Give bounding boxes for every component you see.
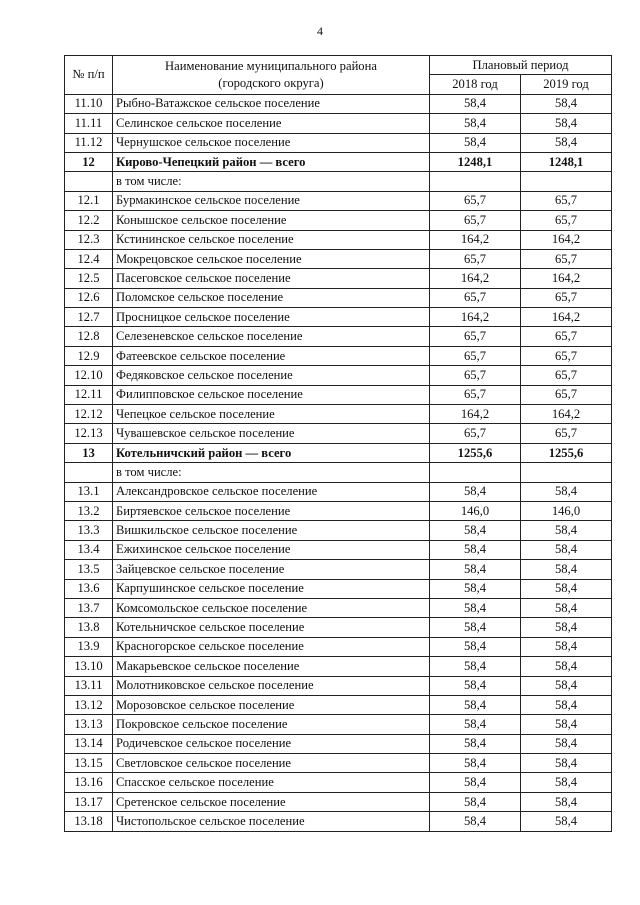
- row-name: Спасское сельское поселение: [113, 773, 430, 792]
- row-number: 13.11: [65, 676, 113, 695]
- row-value-2018: 1255,6: [430, 443, 521, 462]
- row-name: Сретенское сельское поселение: [113, 792, 430, 811]
- table-row: [65, 579, 612, 598]
- row-name: Чистопольское сельское поселение: [113, 812, 430, 831]
- row-value-2018: 58,4: [430, 657, 521, 676]
- row-value-2019: 58,4: [521, 521, 612, 540]
- row-number: 12.6: [65, 288, 113, 307]
- row-number: 12: [65, 152, 113, 171]
- row-number: 13.17: [65, 792, 113, 811]
- row-number: [65, 172, 113, 191]
- table-row: [65, 482, 612, 501]
- row-number: 13: [65, 443, 113, 462]
- row-value-2019: 65,7: [521, 288, 612, 307]
- row-value-2019: 65,7: [521, 346, 612, 365]
- row-name: Александровское сельское поселение: [113, 482, 430, 501]
- row-number: 11.11: [65, 114, 113, 133]
- row-name: Макарьевское сельское поселение: [113, 657, 430, 676]
- row-value-2019: 164,2: [521, 269, 612, 288]
- row-name: Родичевское сельское поселение: [113, 734, 430, 753]
- table-row: [65, 366, 612, 385]
- table-body: [65, 94, 612, 831]
- allocation-table: [64, 55, 612, 832]
- row-value-2019: 58,4: [521, 618, 612, 637]
- header-number: № п/п: [65, 56, 113, 95]
- row-number: 12.5: [65, 269, 113, 288]
- table-row: [65, 695, 612, 714]
- row-number: 11.10: [65, 94, 113, 113]
- row-value-2018: 58,4: [430, 579, 521, 598]
- row-number: 11.12: [65, 133, 113, 152]
- row-number: 13.16: [65, 773, 113, 792]
- row-name: Просницкое сельское поселение: [113, 308, 430, 327]
- row-value-2019: 164,2: [521, 308, 612, 327]
- row-number: 13.5: [65, 560, 113, 579]
- row-number: 13.18: [65, 812, 113, 831]
- row-number: 13.9: [65, 637, 113, 656]
- row-name: Пасеговское сельское поселение: [113, 269, 430, 288]
- table-row: [65, 424, 612, 443]
- row-number: 12.2: [65, 211, 113, 230]
- row-value-2018: 146,0: [430, 501, 521, 520]
- table-row: [65, 288, 612, 307]
- row-number: 13.14: [65, 734, 113, 753]
- row-name: Бурмакинское сельское поселение: [113, 191, 430, 210]
- row-value-2019: 58,4: [521, 540, 612, 559]
- row-value-2018: 65,7: [430, 366, 521, 385]
- row-name: Молотниковское сельское поселение: [113, 676, 430, 695]
- row-value-2018: 164,2: [430, 230, 521, 249]
- row-value-2018: 58,4: [430, 715, 521, 734]
- row-value-2018: 65,7: [430, 327, 521, 346]
- row-number: 12.8: [65, 327, 113, 346]
- row-name: Вишкильское сельское поселение: [113, 521, 430, 540]
- row-name: Светловское сельское поселение: [113, 754, 430, 773]
- table-row: [65, 114, 612, 133]
- page-number: 4: [317, 24, 323, 38]
- table-row: [65, 540, 612, 559]
- row-name: Федяковское сельское поселение: [113, 366, 430, 385]
- table-row-total: [65, 152, 612, 171]
- row-value-2018: 65,7: [430, 346, 521, 365]
- header-name-line1: Наименование муниципального района: [165, 58, 377, 73]
- row-value-2019: 58,4: [521, 637, 612, 656]
- row-name: Фатеевское сельское поселение: [113, 346, 430, 365]
- row-value-2019: 65,7: [521, 385, 612, 404]
- row-name: Чернушское сельское поселение: [113, 133, 430, 152]
- row-name: Филипповское сельское поселение: [113, 385, 430, 404]
- row-value-2018: 65,7: [430, 424, 521, 443]
- row-value-2018: [430, 463, 521, 482]
- row-value-2019: 58,4: [521, 754, 612, 773]
- row-number: 13.8: [65, 618, 113, 637]
- row-number: 13.4: [65, 540, 113, 559]
- row-name: Ежихинское сельское поселение: [113, 540, 430, 559]
- row-value-2018: 58,4: [430, 560, 521, 579]
- row-value-2019: 65,7: [521, 366, 612, 385]
- row-number: 13.6: [65, 579, 113, 598]
- row-name: Кирово-Чепецкий район — всего: [113, 152, 430, 171]
- row-value-2019: 58,4: [521, 94, 612, 113]
- row-value-2019: 65,7: [521, 249, 612, 268]
- row-number: 12.11: [65, 385, 113, 404]
- row-value-2019: 58,4: [521, 715, 612, 734]
- row-number: 13.2: [65, 501, 113, 520]
- row-value-2019: 58,4: [521, 695, 612, 714]
- row-value-2019: 58,4: [521, 676, 612, 695]
- table-row: [65, 560, 612, 579]
- row-name: Красногорское сельское поселение: [113, 637, 430, 656]
- table-row: [65, 773, 612, 792]
- row-value-2018: 58,4: [430, 773, 521, 792]
- row-number: 12.13: [65, 424, 113, 443]
- table-row-total: [65, 443, 612, 462]
- row-value-2018: 58,4: [430, 618, 521, 637]
- row-number: 12.7: [65, 308, 113, 327]
- row-value-2018: 58,4: [430, 540, 521, 559]
- table-row: [65, 230, 612, 249]
- row-number: 13.7: [65, 598, 113, 617]
- table-row: [65, 191, 612, 210]
- row-number: 12.4: [65, 249, 113, 268]
- row-number: 12.12: [65, 405, 113, 424]
- table-row: [65, 405, 612, 424]
- row-value-2018: 65,7: [430, 288, 521, 307]
- row-value-2018: 58,4: [430, 792, 521, 811]
- row-value-2019: 164,2: [521, 405, 612, 424]
- row-value-2019: 65,7: [521, 211, 612, 230]
- row-value-2018: 58,4: [430, 754, 521, 773]
- row-value-2019: 58,4: [521, 792, 612, 811]
- row-number: 13.1: [65, 482, 113, 501]
- header-year-2018: 2018 год: [430, 75, 521, 94]
- row-value-2019: 1255,6: [521, 443, 612, 462]
- row-value-2019: 58,4: [521, 598, 612, 617]
- table-row: [65, 657, 612, 676]
- row-number: 13.3: [65, 521, 113, 540]
- row-value-2019: 58,4: [521, 657, 612, 676]
- table-row: [65, 463, 612, 482]
- row-value-2019: 164,2: [521, 230, 612, 249]
- table-row: [65, 676, 612, 695]
- row-name: в том числе:: [113, 172, 430, 191]
- row-value-2019: 58,4: [521, 579, 612, 598]
- header-period: Плановый период: [430, 56, 612, 75]
- row-value-2018: 65,7: [430, 249, 521, 268]
- row-value-2018: 58,4: [430, 734, 521, 753]
- table-row: [65, 211, 612, 230]
- row-name: Поломское сельское поселение: [113, 288, 430, 307]
- table-row: [65, 249, 612, 268]
- row-value-2019: 58,4: [521, 773, 612, 792]
- row-value-2019: 65,7: [521, 327, 612, 346]
- table-row: [65, 269, 612, 288]
- row-name: Селинское сельское поселение: [113, 114, 430, 133]
- row-value-2018: 58,4: [430, 133, 521, 152]
- row-value-2018: 58,4: [430, 637, 521, 656]
- row-value-2018: 58,4: [430, 94, 521, 113]
- row-name: Котельничский район — всего: [113, 443, 430, 462]
- table-header: [65, 56, 612, 95]
- row-value-2018: [430, 172, 521, 191]
- row-name: Морозовское сельское поселение: [113, 695, 430, 714]
- row-value-2019: [521, 172, 612, 191]
- table-row: [65, 385, 612, 404]
- row-number: 13.13: [65, 715, 113, 734]
- row-value-2019: 58,4: [521, 734, 612, 753]
- row-value-2018: 164,2: [430, 308, 521, 327]
- row-name: в том числе:: [113, 463, 430, 482]
- row-value-2019: 58,4: [521, 114, 612, 133]
- row-name: Покровское сельское поселение: [113, 715, 430, 734]
- row-value-2018: 58,4: [430, 695, 521, 714]
- row-number: 13.12: [65, 695, 113, 714]
- row-value-2019: [521, 463, 612, 482]
- row-number: 12.1: [65, 191, 113, 210]
- row-name: Селезеневское сельское поселение: [113, 327, 430, 346]
- row-value-2018: 58,4: [430, 521, 521, 540]
- row-value-2018: 58,4: [430, 598, 521, 617]
- row-name: Биртяевское сельское поселение: [113, 501, 430, 520]
- table-row: [65, 792, 612, 811]
- row-value-2019: 65,7: [521, 424, 612, 443]
- table-row: [65, 812, 612, 831]
- row-value-2018: 58,4: [430, 114, 521, 133]
- row-name: Чувашевское сельское поселение: [113, 424, 430, 443]
- table-row: [65, 94, 612, 113]
- row-name: Зайцевское сельское поселение: [113, 560, 430, 579]
- row-value-2018: 164,2: [430, 269, 521, 288]
- row-value-2018: 65,7: [430, 191, 521, 210]
- row-value-2018: 164,2: [430, 405, 521, 424]
- table-row: [65, 346, 612, 365]
- row-number: 13.15: [65, 754, 113, 773]
- table-row: [65, 521, 612, 540]
- row-value-2019: 58,4: [521, 560, 612, 579]
- row-value-2019: 58,4: [521, 812, 612, 831]
- row-number: [65, 463, 113, 482]
- table-row: [65, 754, 612, 773]
- row-value-2019: 1248,1: [521, 152, 612, 171]
- row-value-2018: 65,7: [430, 211, 521, 230]
- table-row: [65, 618, 612, 637]
- row-name: Конышское сельское поселение: [113, 211, 430, 230]
- header-name-line2: (городского округа): [218, 75, 324, 90]
- row-number: 12.10: [65, 366, 113, 385]
- table-row: [65, 734, 612, 753]
- row-number: 13.10: [65, 657, 113, 676]
- row-value-2019: 146,0: [521, 501, 612, 520]
- row-name: Мокрецовское сельское поселение: [113, 249, 430, 268]
- row-name: Котельничское сельское поселение: [113, 618, 430, 637]
- table-row: [65, 308, 612, 327]
- row-value-2019: 58,4: [521, 133, 612, 152]
- row-value-2018: 65,7: [430, 385, 521, 404]
- row-value-2019: 65,7: [521, 191, 612, 210]
- row-number: 12.9: [65, 346, 113, 365]
- table-row: [65, 133, 612, 152]
- row-name: Карпушинское сельское поселение: [113, 579, 430, 598]
- row-name: Чепецкое сельское поселение: [113, 405, 430, 424]
- row-value-2018: 1248,1: [430, 152, 521, 171]
- row-value-2018: 58,4: [430, 676, 521, 695]
- table-row: [65, 501, 612, 520]
- row-value-2019: 58,4: [521, 482, 612, 501]
- table-row: [65, 598, 612, 617]
- table-row: [65, 327, 612, 346]
- row-value-2018: 58,4: [430, 482, 521, 501]
- header-year-2019: 2019 год: [521, 75, 612, 94]
- row-number: 12.3: [65, 230, 113, 249]
- table-row: [65, 715, 612, 734]
- row-name: Рыбно-Ватажское сельское поселение: [113, 94, 430, 113]
- row-name: Кстининское сельское поселение: [113, 230, 430, 249]
- row-name: Комсомольское сельское поселение: [113, 598, 430, 617]
- table-row: [65, 172, 612, 191]
- header-name: [113, 56, 430, 95]
- row-value-2018: 58,4: [430, 812, 521, 831]
- table-row: [65, 637, 612, 656]
